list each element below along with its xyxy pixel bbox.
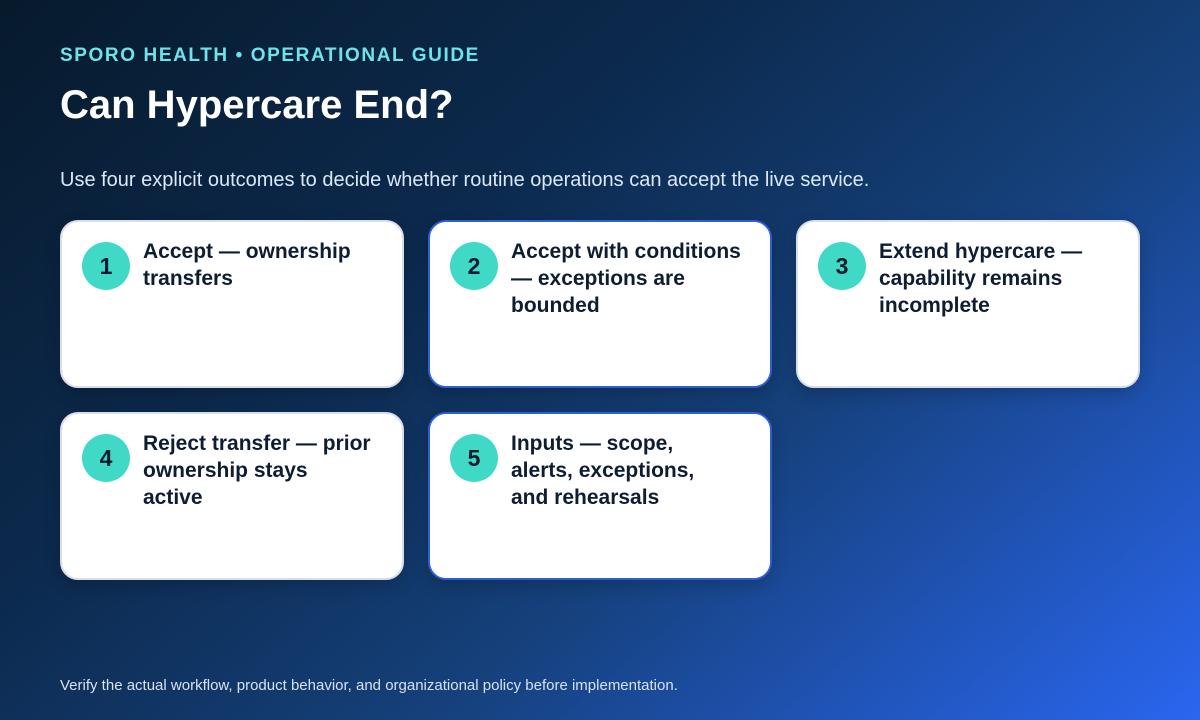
card-number-badge: 3 [818,242,866,290]
card-text: Reject transfer — prior ownership stays active [143,432,371,509]
card-number-badge: 5 [450,434,498,482]
outcome-card-2 [428,220,772,388]
card-number-badge: 4 [82,434,130,482]
page-subtitle: Use four explicit outcomes to decide whether routine operations can accept the live service. [60,169,870,191]
outcome-card-3 [796,220,1140,388]
card-number-badge: 2 [450,242,498,290]
page-title: Can Hypercare End? [60,83,454,127]
card-text: Accept with conditions — exceptions are bounded [511,240,741,317]
outcome-card-4 [60,412,404,580]
eyebrow-label: SPORO HEALTH • OPERATIONAL GUIDE [60,45,480,66]
outcome-card-5 [428,412,772,580]
outcome-card-1 [60,220,404,388]
card-text: Inputs — scope, alerts, exceptions, and rehearsals [511,432,695,509]
card-number-badge: 1 [82,242,130,290]
footer-note: Verify the actual workflow, product behavior, and organizational policy before implementation. [60,677,678,694]
card-text: Extend hypercare — capability remains incomplete [879,240,1083,317]
card-text: Accept — ownership transfers [143,240,351,290]
